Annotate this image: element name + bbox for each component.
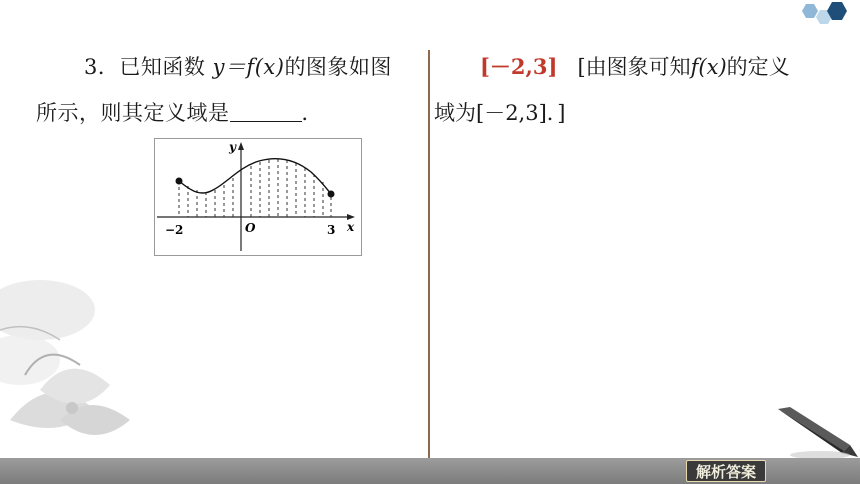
x-axis-label: x [347, 220, 355, 234]
function-graph [154, 138, 362, 256]
answer-line-2: 域为[－2,3]．] [434, 101, 566, 125]
question-period: ． [301, 101, 323, 125]
explanation-post: 的定义 [726, 55, 790, 79]
left-tick-label: −2 [165, 223, 184, 237]
question-line-1 [36, 44, 424, 90]
function-curve [179, 159, 331, 194]
question-line-2 [36, 90, 424, 136]
column-divider [428, 50, 430, 460]
question-number: 3 [84, 55, 98, 79]
answer-blank [230, 99, 302, 122]
y-axis-label: y [229, 140, 236, 154]
question-text-post: 的图象如图 [284, 55, 392, 79]
answer-text [434, 44, 834, 136]
shading-lines [179, 159, 331, 217]
question-text [36, 44, 424, 136]
flower-decoration-icon [0, 270, 200, 460]
right-endpoint [328, 191, 335, 198]
answer-key: [－2,3] [480, 54, 558, 79]
y-axis-arrow-icon [238, 142, 244, 150]
explanation-pre: [由图象可知 [577, 55, 691, 79]
hexagon-decoration-icon [794, 0, 854, 28]
question-prompt: 所示，则其定义域是 [36, 101, 230, 125]
analysis-answer-button[interactable]: 解析答案 [686, 460, 766, 482]
graph-svg [155, 139, 361, 255]
answer-line-1 [434, 44, 834, 90]
pen-decoration-icon [770, 405, 860, 460]
right-tick-label: 3 [327, 223, 336, 237]
left-endpoint [176, 178, 183, 185]
function-expression: y＝f(x) [212, 55, 285, 79]
explanation-function: f(x) [690, 55, 727, 79]
origin-label: O [245, 221, 256, 235]
question-text-pre: ．已知函数 [97, 55, 213, 79]
